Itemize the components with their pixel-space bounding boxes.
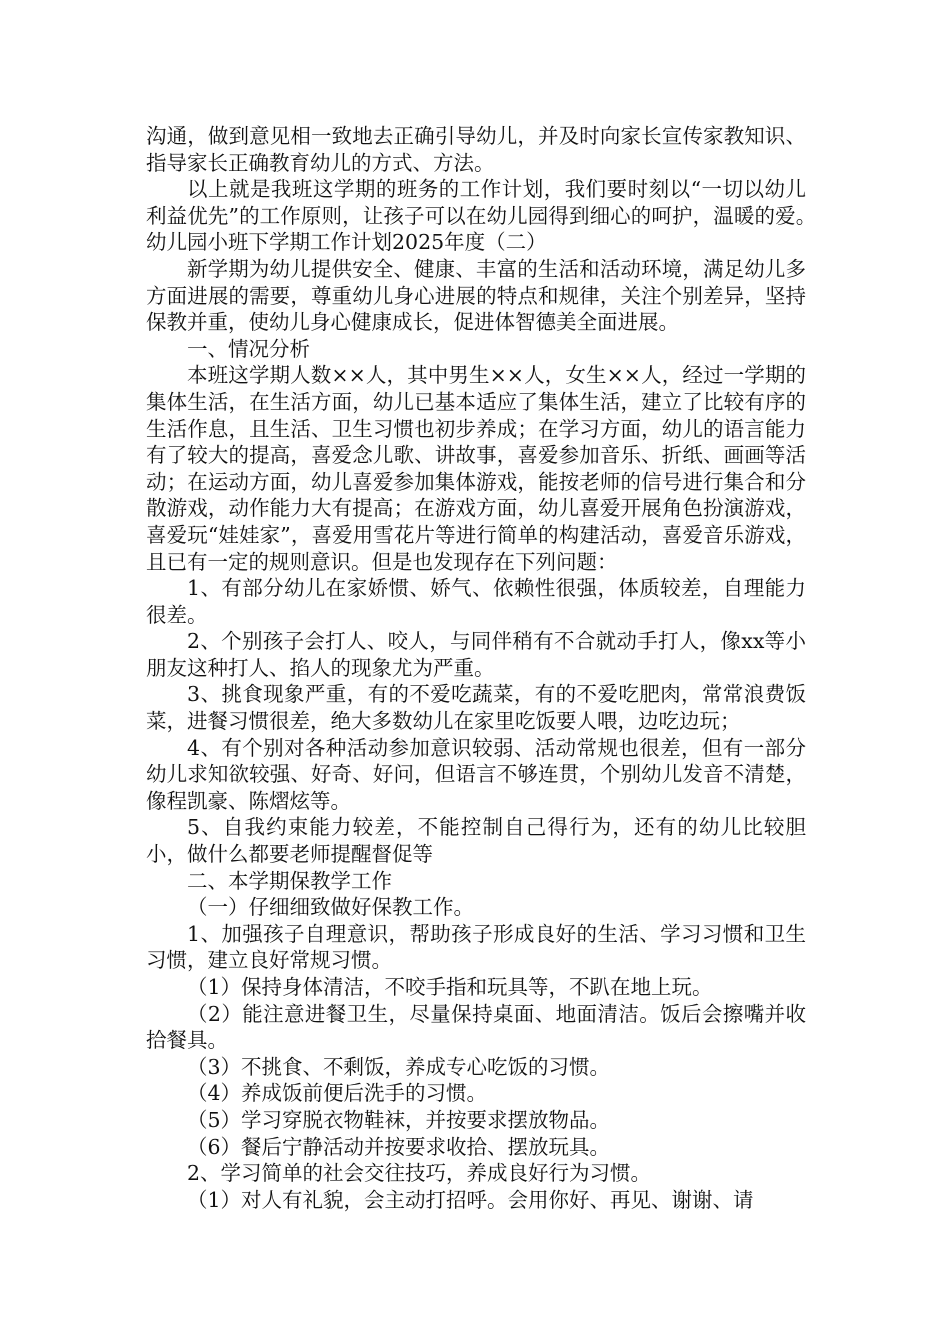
section-heading-care-education: 二、本学期保教学工作 <box>187 868 392 893</box>
habit-item-3: （3）不挑食、不剩饭，养成专心吃饭的习惯。 <box>187 1054 611 1079</box>
paragraph-2: 以上就是我班这学期的班务的工作计划，我们要时刻以“一切以幼儿利益优先”的工作原则，让孩子可以在幼儿园得到细心的呵护，温暖的爱。 幼儿园小班下学期工作计划2025年度（二） <box>146 177 847 255</box>
work-item-2: 2、学习简单的社会交往技巧，养成良好行为习惯。 <box>187 1161 652 1186</box>
subsection-heading-1: （一）仔细细致做好保教工作。 <box>187 895 474 920</box>
problem-item-1: 1、有部分幼儿在家娇惯、娇气、依赖性很强，体质较差，自理能力很差。 <box>146 576 806 627</box>
habit-item-2: （2）能注意进餐卫生，尽量保持桌面、地面清洁。饭后会擦嘴并收拾餐具。 <box>146 1001 806 1053</box>
problem-item-3: 3、挑食现象严重，有的不爱吃蔬菜，有的不爱吃肥肉，常常浪费饭菜，进餐习惯很差，绝大多数幼儿在家里吃饭要人喂，边吃边玩； <box>146 682 806 734</box>
paragraph-5: 本班这学期人数××人，其中男生××人，女生××人，经过一学期的集体生活，在生活方面，幼儿已基本适应了集体生活，建立了比较有序的生活作息，且生活、卫生习惯也初步养成；在学习方面，幼儿的语言能力有了较大的提高，喜爱念儿歌、讲故事，喜爱参加音乐、折纸、画画等活动；在运动方面，幼儿喜爱参加集体游戏，能按老师的信号进行集合和分散游戏，动作能力大有提高；在游戏方面，幼儿喜爱开展角色扮演游戏，喜爱玩“娃娃家”，喜爱用雪花片等进行简单的构建活动，喜爱音乐游戏，且已有一定的规则意识。但是也发现存在下列问题： <box>146 363 806 574</box>
habit-item-1: （1）保持身体清洁，不咬手指和玩具等，不趴在地上玩。 <box>187 975 713 999</box>
work-item-1: 1、加强孩子自理意识，帮助孩子形成良好的生活、学习习惯和卫生习惯，建立良好常规习惯。 <box>146 921 806 973</box>
section-heading-situation-analysis: 一、情况分析 <box>187 336 310 361</box>
habit-item-5: （5）学习穿脱衣物鞋袜，并按要求摆放物品。 <box>187 1107 611 1132</box>
problem-item-2: 2、个别孩子会打人、咬人，与同伴稍有不合就动手打人，像xx等小朋友这种打人、掐人的现象尤为严重。 <box>146 629 806 680</box>
paragraph-3: 新学期为幼儿提供安全、健康、丰富的生活和活动环境，满足幼儿多方面进展的需要，尊重幼儿身心进展的特点和规律，关注个别差异，坚持保教并重，使幼儿身心健康成长，促进体智德美全面进展。 <box>146 256 806 335</box>
habit-item-6: （6）餐后宁静活动并按要求收拾、摆放玩具。 <box>187 1134 611 1159</box>
habit-item-4: （4）养成饭前便后洗手的习惯。 <box>187 1081 488 1106</box>
problem-item-5: 5、自我约束能力较差，不能控制自己得行为，还有的幼儿比较胆小，做什么都要老师提醒督促等 <box>146 815 806 867</box>
problem-item-4: 4、有个别对各种活动参加意识较弱、活动常规也很差，但有一部分幼儿求知欲较强、好奇、好问，但语言不够连贯，个别幼儿发音不清楚，像程凯豪、陈熠炫等。 <box>146 735 806 813</box>
social-item-1: （1）对人有礼貌，会主动打招呼。会用你好、再见、谢谢、请 <box>187 1187 754 1212</box>
document-body <box>146 123 847 1213</box>
paragraph-1: 沟通，做到意见相一致地去正确引导幼儿，并及时向家长宣传家教知识、指导家长正确教育幼儿的方式、方法。 <box>146 124 806 175</box>
